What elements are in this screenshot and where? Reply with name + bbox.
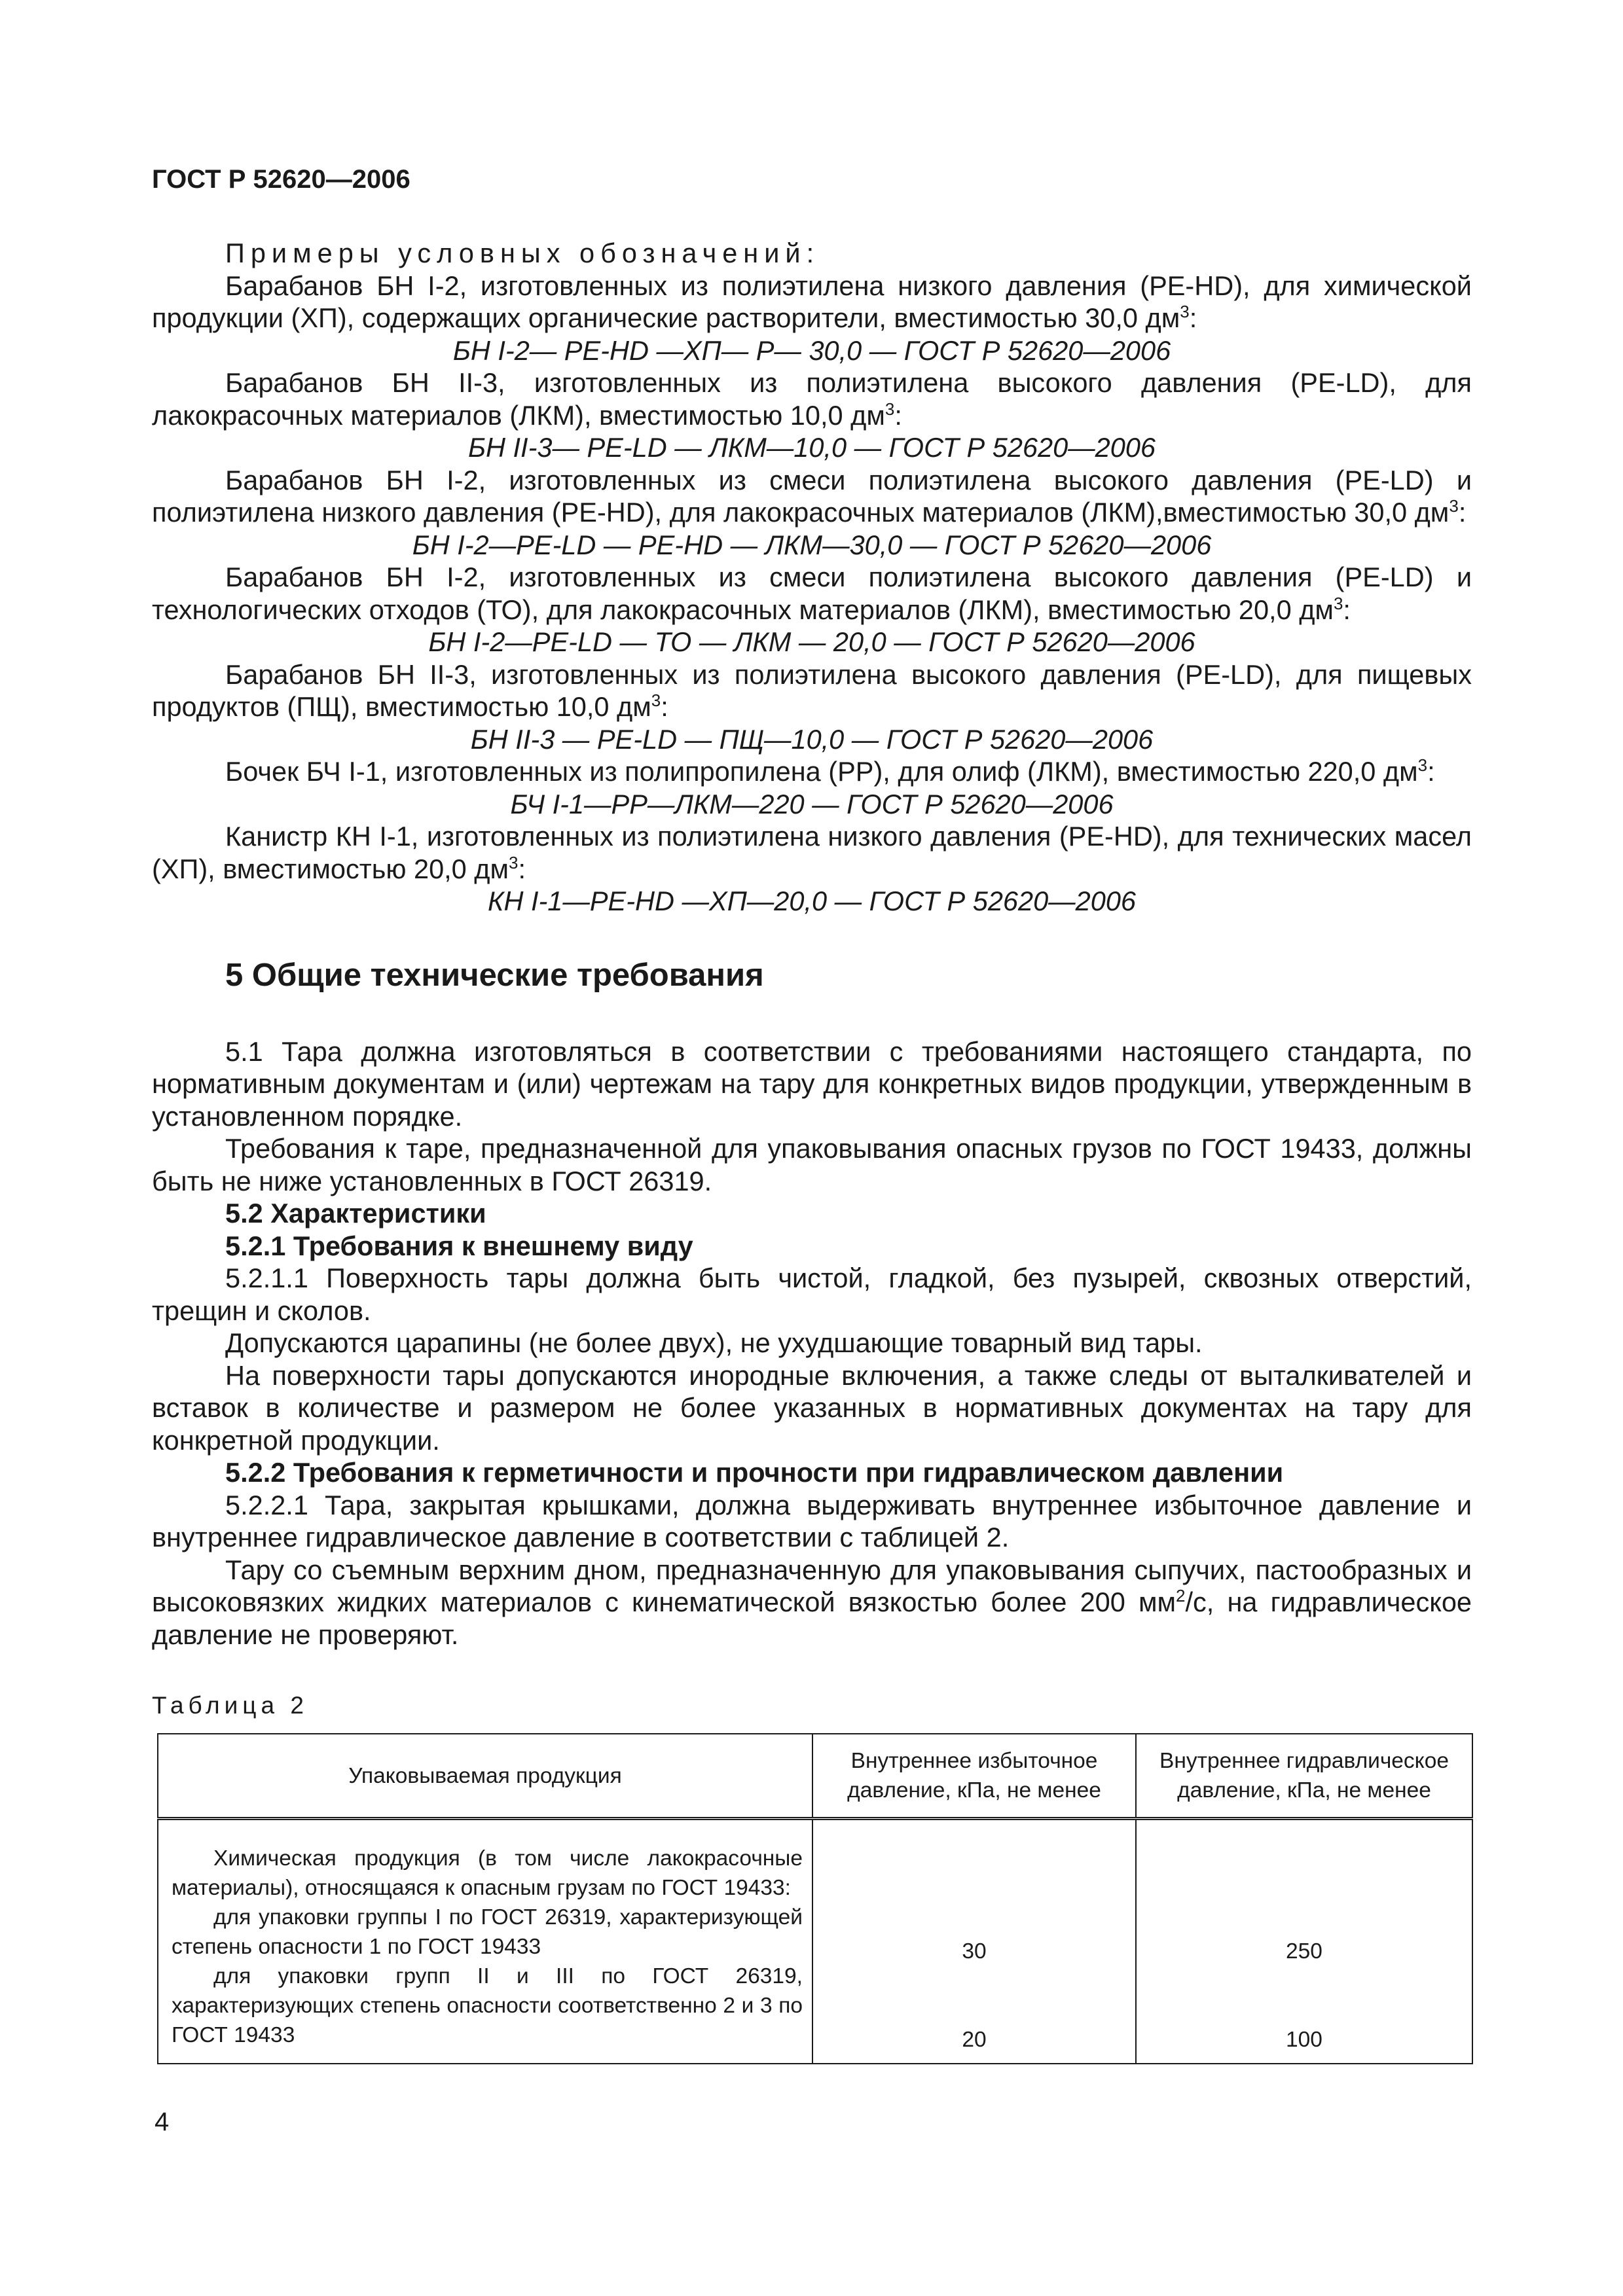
examples-heading: Примеры условных обозначений: [225,238,820,268]
product-lead: Химическая продукция (в том числе лакокрасочные материалы), относящаяся к опасным грузам по ГОСТ 19433: [172,1846,803,1900]
example-description: Барабанов БН ІІ-3, изготовленных из полиэтилена высокого давления (PE-LD), для лакокрасочных материалов (ЛКМ), вместимостью 10,0 $дм^3$: [152,367,1472,431]
table-header-cell: Упаковываемая продукция [158,1734,812,1819]
table-cell-product [158,1819,812,2064]
subsection-heading: 5.2.2 Требования к герметичности и прочности при гидравлическом давлении [225,1457,1284,1488]
example-description: Канистр КН І-1, изготовленных из полиэтилена низкого давления (PE-HD), для технических масел (ХП), вместимостью 20,0 $дм^3$: [152,821,1472,884]
table-caption: Таблица 2 [152,1692,308,1719]
table-value: 20 [962,2028,987,2052]
table-value: 100 [1286,2028,1322,2052]
subsection-heading: 5.2.1 Требования к внешнему виду [225,1230,693,1261]
product-subgroup: для упаковки группы I по ГОСТ 26319, характеризующей степень опасности 1 по ГОСТ 19433 [172,1905,803,1959]
example-designation: БН І-2—PE-LD — PE-HD — ЛКМ—30,0 — ГОСТ Р 52620—2006 [412,529,1212,560]
table-2 [157,1733,1473,2064]
subsection-heading: 5.2 Характеристики [225,1198,486,1229]
table-cell-excess-pressure [812,1819,1136,2064]
example-description: Барабанов БН І-2, изготовленных из смеси полиэтилена высокого давления (PE-LD) и технологических отходов (ТО), для лакокрасочных материалов (ЛКМ), вместимостью 20,0 $дм^3$: [152,562,1472,625]
paragraph-5-2-2-1: 5.2.2.1 Тара, закрытая крышками, должна выдерживать внутреннее избыточное давление и внутреннее гидравлическое давление в соответствии с таблицей 2. [152,1489,1472,1552]
table-header-cell: Внутреннее избыточное давление, кПа, не менее [812,1734,1136,1819]
table-value: 250 [1286,1939,1322,1964]
example-description: Барабанов БН І-2, изготовленных из смеси полиэтилена высокого давления (PE-LD) и полиэтилена низкого давления (PE-HD), для лакокрасочных материалов (ЛКМ),вместимостью 30,0 $дм^3$: [152,464,1472,528]
example-designation: БН ІІ-3 — PE-LD — ПЩ—10,0 — ГОСТ Р 52620—2006 [470,723,1154,755]
example-designation: КН І-1—PE-HD —ХП—20,0 — ГОСТ Р 52620—2006 [487,886,1136,916]
example-description: Барабанов БН ІІ-3, изготовленных из полиэтилена высокого давления (PE-LD), для пищевых продуктов (ПЩ), вместимостью 10,0 $дм^3$: [152,658,1472,722]
table-header-cell: Внутреннее гидравлическое давление, кПа, не менее [1136,1734,1472,1819]
section-title: 5 Общие технические требования [225,957,764,993]
example-item [152,561,1472,658]
example-designation: БН І-2—PE-LD — ТО — ЛКМ — 20,0 — ГОСТ Р 52620—2006 [428,626,1195,657]
table-value: 30 [962,1939,987,1964]
table-header-row [158,1734,1472,1819]
page-number: 4 [155,2108,170,2136]
example-item [152,367,1472,464]
paragraph-scratches: Допускаются царапины (не более двух), не ухудшающие товарный вид тары. [225,1327,1203,1358]
example-item [152,820,1472,918]
paragraph-5-1: 5.1 Тара должна изготовляться в соответствии с требованиями настоящего стандарта, по нормативным документам и (или) чертежам на тару для конкретных видов продукции, утвержденным в установленном порядке. [152,1035,1472,1132]
example-item [152,270,1472,367]
paragraph-5-2-1-1: 5.2.1.1 Поверхность тары должна быть чистой, гладкой, без пузырей, сквозных отверстий, трещин и сколов. [152,1263,1472,1326]
example-item [152,658,1472,756]
example-designation: БЧ І-1—РР—ЛКМ—220 — ГОСТ Р 52620—2006 [510,788,1114,819]
paragraph-inclusions: На поверхности тары допускаются инородные включения, а также следы от выталкивателей и вставок в количестве и размером не более указанных в нормативных документах на тару для конкретной продукции. [152,1359,1472,1456]
example-description: Барабанов БН І-2, изготовленных из полиэтилена низкого давления (PE-HD), для химической продукции (ХП), содержащих органические растворители, вместимостью 30,0 $дм^3$: [152,270,1472,333]
paragraph-dangerous-goods: Требования к таре, предназначенной для упаковывания опасных грузов по ГОСТ 19433, должны быть не ниже установленных в ГОСТ 26319. [152,1133,1472,1196]
example-item [152,464,1472,562]
paragraph-removable-bottom: Тару со съемным верхним дном, предназначенную для упаковывания сыпучих, пастообразных и высоковязких жидких материалов с кинематической вязкостью более 200 $мм^2/с$, на гидравлическое давление не проверяют. [152,1554,1472,1650]
example-item [152,755,1472,820]
document-header: ГОСТ Р 52620—2006 [152,165,410,194]
product-subgroup: для упаковки групп II и III по ГОСТ 26319, характеризующих степень опасности соответственно 2 и 3 по ГОСТ 19433 [172,1964,803,2047]
example-designation: БН ІІ-3— PE-LD — ЛКМ—10,0 — ГОСТ Р 52620—2006 [468,432,1156,463]
table-cell-hydraulic-pressure [1136,1819,1472,2064]
table-row [158,1819,1472,2064]
page-body [152,237,1472,1651]
example-designation: БН І-2— PE-HD —ХП— Р— 30,0 — ГОСТ Р 52620—2006 [452,334,1171,366]
example-description: Бочек БЧ І-1, изготовленных из полипропилена (РР), для олиф (ЛКМ), вместимостью 220,0 $дм^3$: [225,755,1435,787]
